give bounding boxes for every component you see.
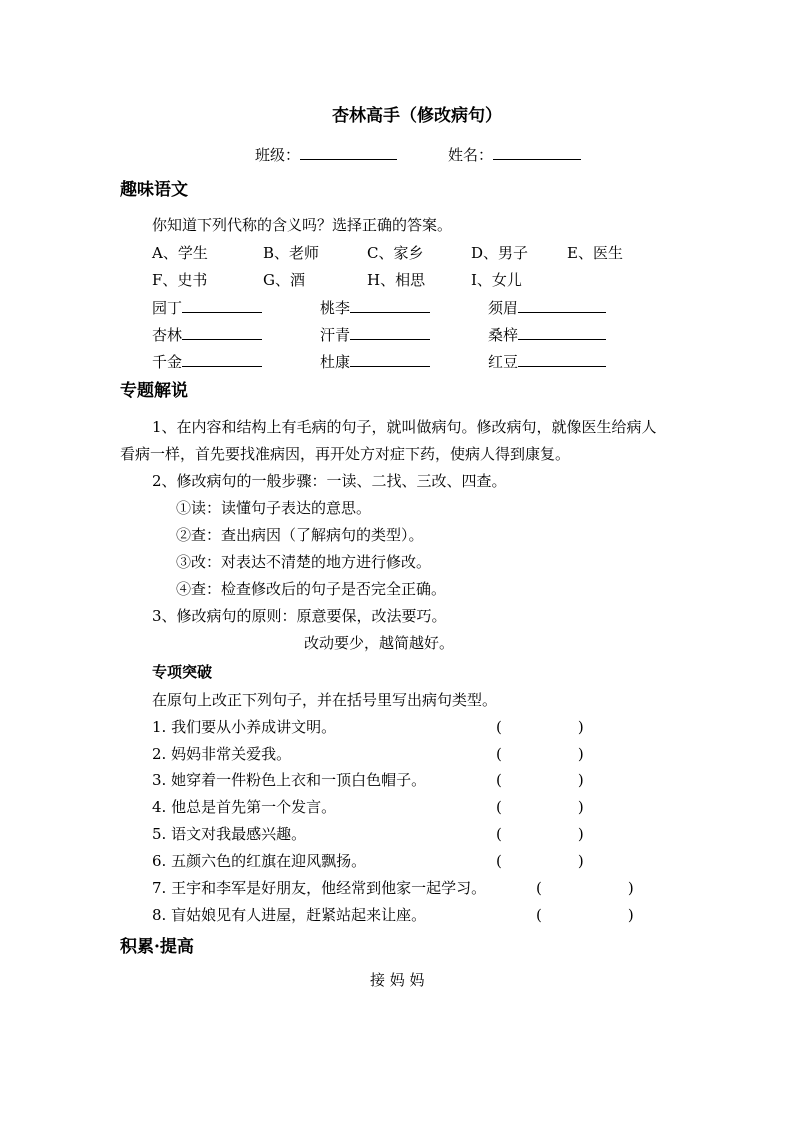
explain-p3-line2: 改动要少，越简越好。: [304, 634, 455, 652]
practice-item-8: 8. 盲姑娘见有人进屋，赶紧站起来让座。: [152, 906, 427, 924]
term-qianjin: 千金: [152, 351, 262, 372]
step-check: ④查：检查修改后的句子是否完全正确。: [176, 580, 447, 598]
option-f: F、史书: [152, 271, 208, 289]
step-read: ①读：读懂句子表达的意思。: [176, 499, 372, 517]
explain-p2: 2、修改病句的一般步骤：一读、二找、三改、四查。: [152, 472, 507, 490]
answer-paren-2[interactable]: ( ): [496, 745, 584, 763]
explain-p1-line2: 看病一样，首先要找准病因，再开处方对症下药，使病人得到康复。: [120, 445, 571, 463]
option-i: I、女儿: [471, 271, 522, 289]
answer-blank[interactable]: [350, 351, 430, 367]
answer-paren-7[interactable]: ( ): [536, 879, 634, 897]
practice-item-2: 2. 妈妈非常关爱我。: [152, 745, 292, 763]
step-change: ③改：对表达不清楚的地方进行修改。: [176, 553, 432, 571]
option-a: A、学生: [152, 244, 208, 262]
name-field: [448, 144, 581, 165]
term-yuanding: 园丁: [152, 297, 262, 318]
section-heading-topic-explain: 专题解说: [120, 381, 188, 401]
answer-paren-3[interactable]: ( ): [496, 771, 584, 789]
answer-paren-6[interactable]: ( ): [496, 852, 584, 870]
step-find: ②查：查出病因（了解病句的类型）。: [176, 526, 424, 544]
practice-instruction: 在原句上改正下列句子，并在括号里写出病句类型。: [152, 691, 498, 709]
term-hanqing: 汗青: [320, 324, 430, 345]
option-b: B、老师: [263, 244, 320, 262]
practice-item-5: 5. 语文对我最感兴趣。: [152, 825, 307, 843]
answer-blank[interactable]: [518, 297, 606, 313]
explain-p3-line1: 3、修改病句的原则：原意要保，改法要巧。: [152, 607, 447, 625]
explain-p1-line1: 1、在内容和结构上有毛病的句子，就叫做病句。修改病句，就像医生给病人: [152, 418, 657, 436]
answer-blank[interactable]: [518, 324, 606, 340]
term-xumei: 须眉: [488, 297, 606, 318]
answer-blank[interactable]: [350, 297, 430, 313]
answer-paren-5[interactable]: ( ): [496, 825, 584, 843]
option-d: D、男子: [471, 244, 529, 262]
class-blank[interactable]: [300, 144, 397, 160]
term-xinglin: 杏林: [152, 324, 262, 345]
term-taoli: 桃李: [320, 297, 430, 318]
class-field: [255, 144, 397, 165]
answer-blank[interactable]: [518, 351, 606, 367]
answer-paren-1[interactable]: ( ): [496, 718, 584, 736]
practice-item-7: 7. 王宇和李军是好朋友，他经常到他家一起学习。: [152, 879, 487, 897]
answer-blank[interactable]: [182, 351, 262, 367]
page-title: 杏林高手（修改病句）: [332, 106, 502, 126]
section-heading-fun-chinese: 趣味语文: [120, 180, 188, 200]
term-sangzi: 桑梓: [488, 324, 606, 345]
class-label: 班级：: [255, 146, 301, 164]
practice-item-6: 6. 五颜六色的红旗在迎风飘扬。: [152, 852, 367, 870]
practice-item-3: 3. 她穿着一件粉色上衣和一顶白色帽子。: [152, 771, 427, 789]
section-heading-special-practice: 专项突破: [152, 663, 213, 681]
answer-blank[interactable]: [182, 324, 262, 340]
practice-item-4: 4. 他总是首先第一个发言。: [152, 798, 337, 816]
answer-paren-8[interactable]: ( ): [536, 906, 634, 924]
term-hongdou: 红豆: [488, 351, 606, 372]
section1-intro: 你知道下列代称的含义吗？选择正确的答案。: [152, 216, 453, 234]
practice-item-1: 1. 我们要从小养成讲文明。: [152, 718, 337, 736]
option-h: H、相思: [367, 271, 426, 289]
answer-blank[interactable]: [350, 324, 430, 340]
option-c: C、家乡: [367, 244, 424, 262]
name-label: 姓名：: [448, 146, 494, 164]
answer-paren-4[interactable]: ( ): [496, 798, 584, 816]
section-heading-accumulate: 积累·提高: [120, 937, 194, 957]
answer-blank[interactable]: [182, 297, 262, 313]
term-dukang: 杜康: [320, 351, 430, 372]
option-e: E、医生: [567, 244, 623, 262]
reading-title: 接 妈 妈: [370, 971, 425, 989]
option-g: G、酒: [263, 271, 305, 289]
name-blank[interactable]: [493, 144, 581, 160]
